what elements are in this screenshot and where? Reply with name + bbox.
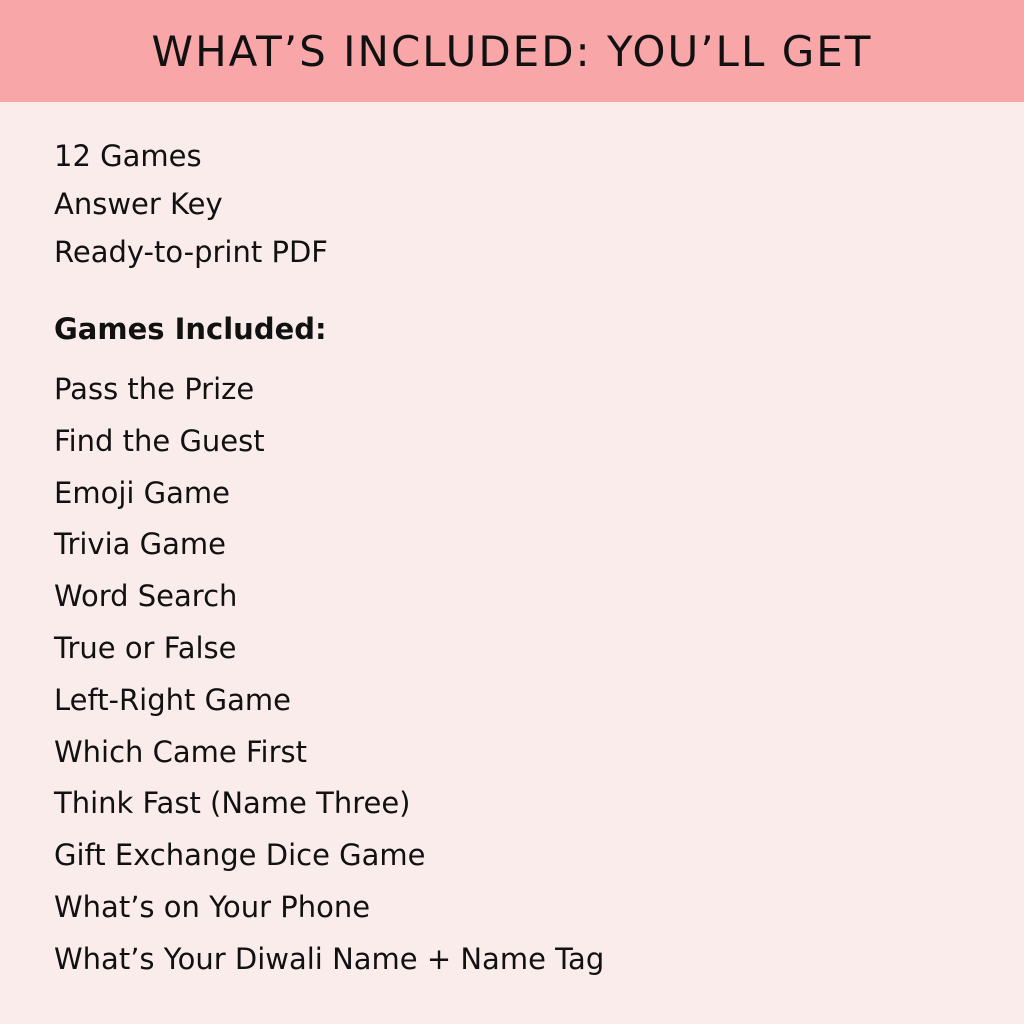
header-band xyxy=(0,0,1024,102)
list-item: Answer Key xyxy=(54,187,223,221)
list-item: What’s Your Diwali Name + Name Tag xyxy=(54,941,605,976)
list-item: Pass the Prize xyxy=(54,372,255,406)
list-item: Find the Guest xyxy=(54,423,265,458)
list-item: True or False xyxy=(54,630,237,665)
page-title: WHAT’S INCLUDED: YOU’LL GET xyxy=(151,26,873,76)
list-item: What’s on Your Phone xyxy=(54,889,371,924)
games-list xyxy=(54,364,994,986)
content-area xyxy=(54,132,994,986)
included-list xyxy=(54,132,994,276)
list-item: Emoji Game xyxy=(54,475,230,510)
list-item: Which Came First xyxy=(54,734,308,769)
list-item: Word Search xyxy=(54,579,238,614)
list-item: Think Fast (Name Three) xyxy=(54,786,411,821)
list-item: 12 Games xyxy=(54,139,202,173)
list-item: Gift Exchange Dice Game xyxy=(54,838,426,873)
list-item: Trivia Game xyxy=(54,527,226,562)
games-included-heading: Games Included: xyxy=(54,312,327,346)
list-item: Ready-to-print PDF xyxy=(54,235,328,269)
list-item: Left-Right Game xyxy=(54,682,291,717)
